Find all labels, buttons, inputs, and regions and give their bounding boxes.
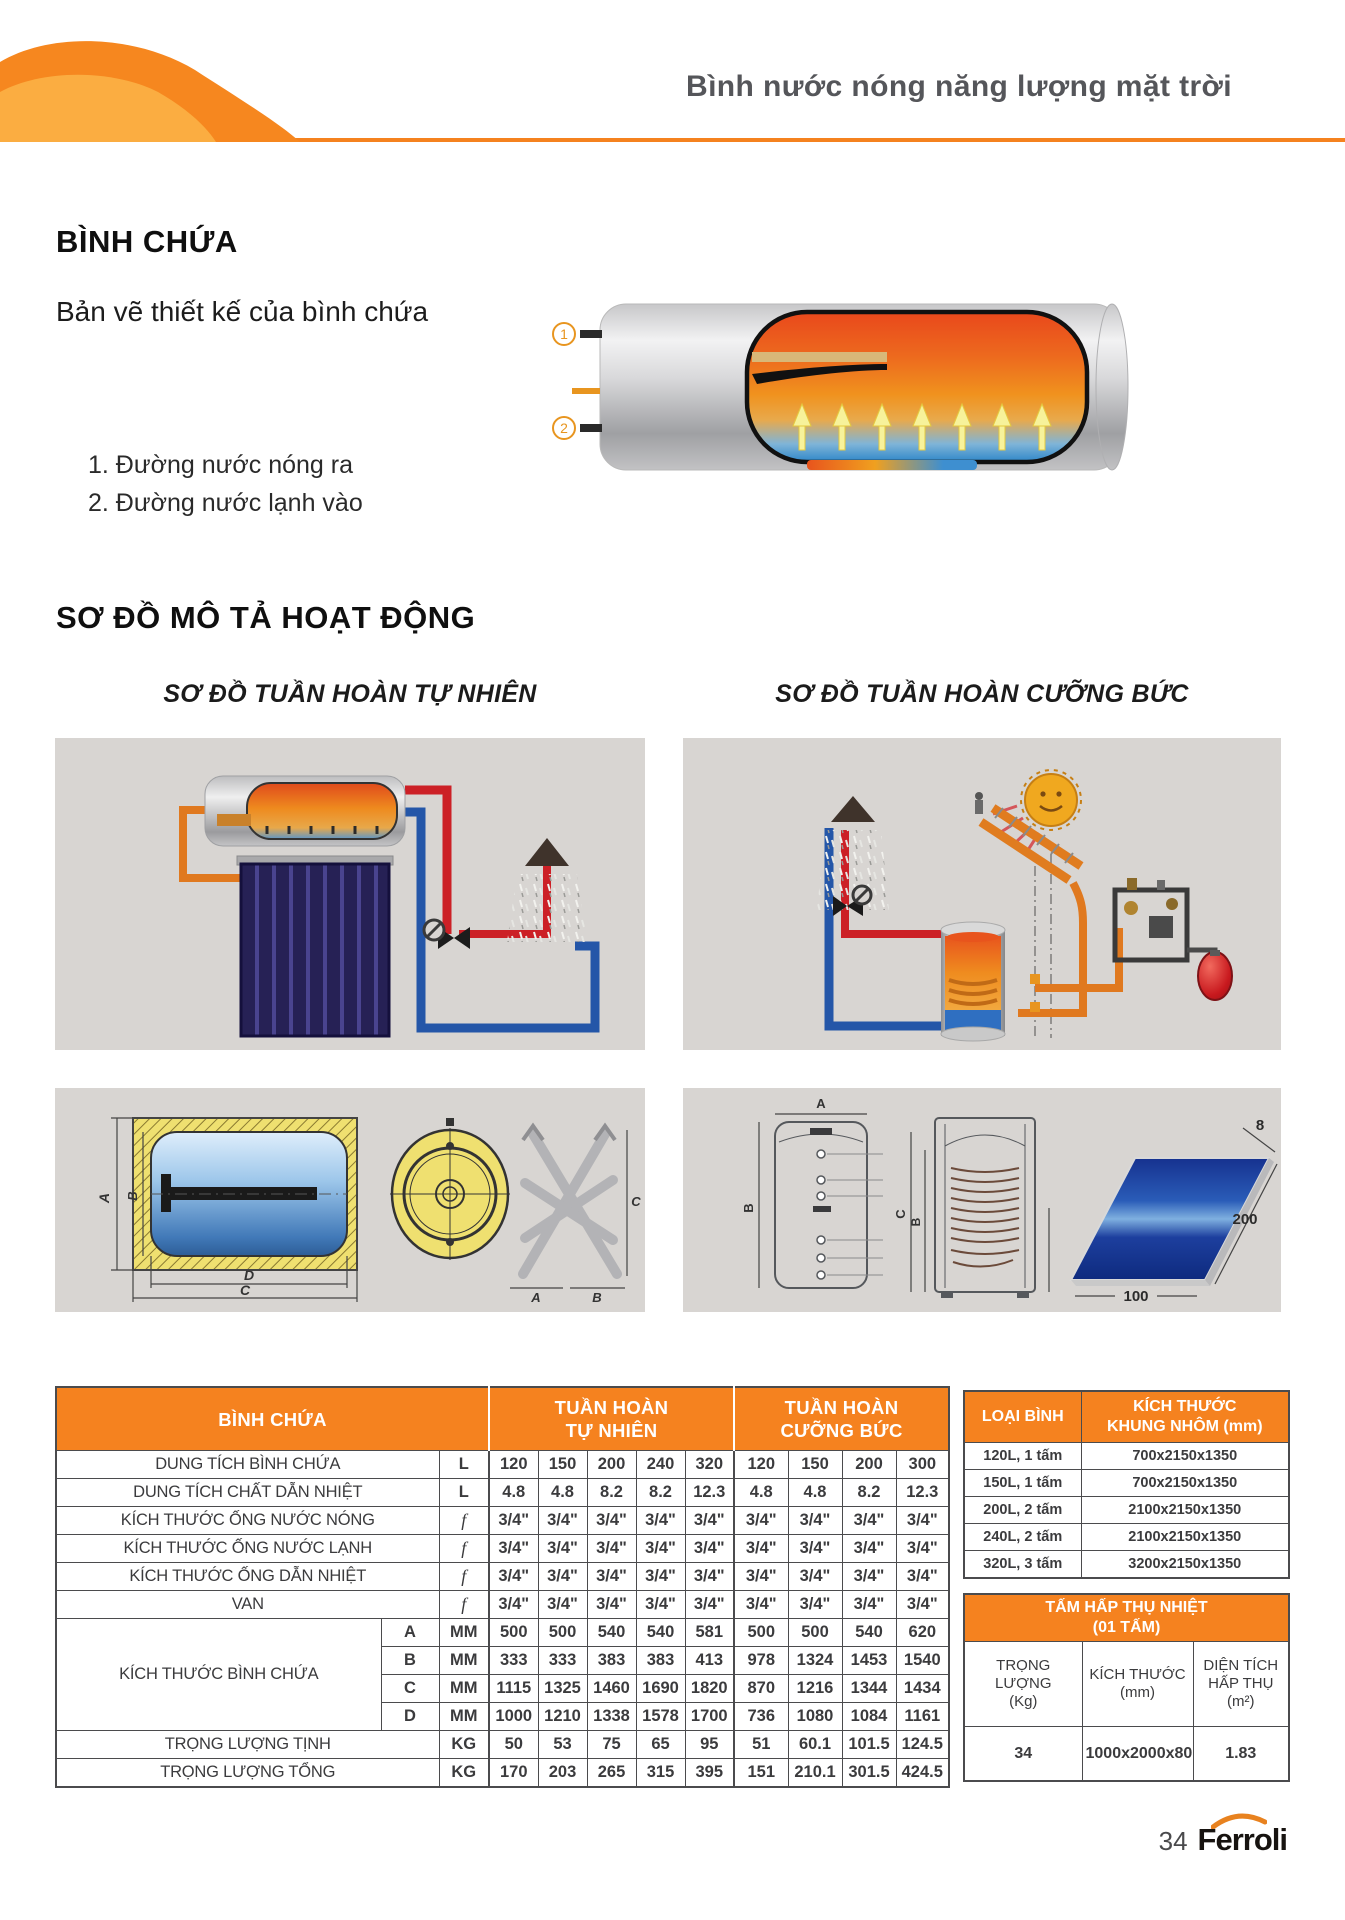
ferroli-swoosh-icon <box>1211 1813 1267 1829</box>
page-number: 34 <box>1158 1826 1188 1856</box>
frame-size-table <box>963 1390 1290 1579</box>
vertical-tank-collector-drawing <box>683 1088 1281 1312</box>
absorber-col-weight: TRỌNG LƯỢNG (Kg) <box>964 1642 1082 1727</box>
tank-cross-section <box>133 1118 357 1270</box>
panel-dim-length: 200 <box>1232 1211 1258 1228</box>
frame-dim-c: C <box>631 1194 641 1209</box>
table-row: DUNG TÍCH CHẤT DẪN NHIỆT L 4.8 4.8 8.2 8.2 12.3 4.8 4.8 8.2 12.3 <box>56 1479 949 1507</box>
tank-legend-list <box>88 446 363 522</box>
spec-header-row <box>56 1387 949 1451</box>
table-row: 240L, 2 tấm 2100x2150x1350 <box>964 1524 1289 1551</box>
mtank-dim-c: C <box>893 1209 908 1219</box>
callout-2: 2 <box>560 420 568 436</box>
absorber-col-area: DIỆN TÍCH HẤP THỤ (m²) <box>1193 1642 1289 1727</box>
natural-circulation-diagram <box>55 738 645 1050</box>
spec-table <box>55 1386 950 1788</box>
dim-group-label: KÍCH THƯỚC BÌNH CHỨA <box>56 1619 381 1731</box>
frame-header-size: KÍCH THƯỚC KHUNG NHÔM (mm) <box>1081 1391 1289 1443</box>
shower-head <box>525 838 569 866</box>
legend-item-cold-in: 2. Đường nước lạnh vào <box>88 489 363 517</box>
panel-dim-width: 100 <box>1123 1288 1149 1305</box>
panel-dim-thickness: 8 <box>1255 1117 1265 1134</box>
header-dome-graphic <box>0 28 330 142</box>
diagram-section-title: SƠ ĐỒ MÔ TẢ HOẠT ĐỘNG <box>56 600 476 635</box>
absorber-title: TẤM HẤP THỤ NHIỆT (01 TẤM) <box>964 1594 1289 1642</box>
tank-section-subtitle: Bản vẽ thiết kế của bình chứa <box>56 296 429 327</box>
absorber-subheader-row <box>964 1642 1289 1727</box>
dim-c-label: C <box>239 1282 251 1298</box>
table-row: 150L, 1 tấm 700x2150x1350 <box>964 1470 1289 1497</box>
table-row: C MM 1115 1325 1460 1690 1820 870 1216 1344 1434 <box>56 1675 949 1703</box>
table-row: KÍCH THƯỚC ỐNG DẪN NHIỆT f 3/4" 3/4" 3/4" 3/4" 3/4" 3/4" 3/4" 3/4" 3/4" <box>56 1563 949 1591</box>
caption-natural-circulation: SƠ ĐỒ TUẦN HOÀN TỰ NHIÊN <box>163 680 537 708</box>
dim-b-label: B <box>125 1191 140 1201</box>
absorber-table-title <box>964 1594 1289 1642</box>
caption-forced-circulation: SƠ ĐỒ TUẦN HOÀN CƯỠNG BỨC <box>775 680 1189 708</box>
vtank-dim-a: A <box>816 1096 826 1111</box>
storage-tank <box>205 776 405 846</box>
table-row: TRỌNG LƯỢNG TỊNH KG 50 53 75 65 95 51 60.1 101.5 124.5 <box>56 1731 949 1759</box>
spec-header-tank: BÌNH CHỨA <box>56 1387 489 1451</box>
support-frame <box>523 1134 617 1274</box>
table-row: TRỌNG LƯỢNG TỔNG KG 170 203 265 315 395 151 210.1 301.5 424.5 <box>56 1759 949 1788</box>
spec-header-forced: TUẦN HOÀN CƯỠNG BỨC <box>734 1387 949 1451</box>
forced-circulation-diagram <box>683 738 1281 1050</box>
legend-item-hot-out: 1. Đường nước nóng ra <box>88 451 354 479</box>
expansion-vessel <box>1198 950 1232 1000</box>
vertical-tank-section <box>935 1118 1035 1298</box>
dim-d-label: D <box>243 1267 255 1283</box>
tank-end-view <box>390 1118 510 1260</box>
absorber-col-size: KÍCH THƯỚC (mm) <box>1082 1642 1193 1727</box>
table-row: KÍCH THƯỚC ỐNG NƯỚC NÓNG f 3/4" 3/4" 3/4" 3/4" 3/4" 3/4" 3/4" 3/4" 3/4" <box>56 1507 949 1535</box>
solar-collector <box>241 864 389 1036</box>
table-row: 120L, 1 tấm 700x2150x1350 <box>964 1443 1289 1470</box>
table-row: D MM 1000 1210 1338 1578 1700 736 1080 1084 1161 <box>56 1703 949 1731</box>
pipe-solar-return <box>1035 928 1119 988</box>
ferroli-logo: Ferroli <box>1198 1822 1287 1858</box>
pump-station <box>1115 878 1187 960</box>
spec-header-natural: TUẦN HOÀN TỰ NHIÊN <box>489 1387 734 1451</box>
frame-table-header <box>964 1391 1289 1443</box>
page-title: Bình nước nóng năng lượng mặt trời <box>686 70 1232 103</box>
table-row: VAN f 3/4" 3/4" 3/4" 3/4" 3/4" 3/4" 3/4" 3/4" 3/4" <box>56 1591 949 1619</box>
vertical-tank-front <box>775 1122 883 1288</box>
frame-dim-b: B <box>592 1290 602 1305</box>
tank-section-title: BÌNH CHỨA <box>56 224 238 259</box>
frame-dim-a: A <box>531 1290 541 1305</box>
table-row: 34 1000x2000x80 1.83 <box>964 1727 1289 1782</box>
table-row: KÍCH THƯỚC BÌNH CHỨA A MM 500 500 540 540 581 500 500 540 620 <box>56 1619 949 1647</box>
table-row: 320L, 3 tấm 3200x2150x1350 <box>964 1551 1289 1579</box>
footer <box>1159 1822 1287 1858</box>
table-row: KÍCH THƯỚC ỐNG NƯỚC LẠNH f 3/4" 3/4" 3/4" 3/4" 3/4" 3/4" 3/4" 3/4" 3/4" <box>56 1535 949 1563</box>
tank-cutaway-drawing <box>552 292 1152 482</box>
table-row: 200L, 2 tấm 2100x2150x1350 <box>964 1497 1289 1524</box>
callout-1: 1 <box>560 326 568 342</box>
frame-header-type: LOẠI BÌNH <box>964 1391 1081 1443</box>
mtank-dim-b: B <box>909 1217 923 1227</box>
dim-a-label: A <box>96 1192 112 1204</box>
table-row: DUNG TÍCH BÌNH CHỨA L 120 150 200 240 320 120 150 200 300 <box>56 1451 949 1479</box>
absorber-table <box>963 1593 1290 1782</box>
table-row: B MM 333 333 383 383 413 978 1324 1453 1540 <box>56 1647 949 1675</box>
tank-technical-drawing <box>55 1088 645 1312</box>
buffer-tank <box>941 922 1005 1041</box>
shower-spray <box>507 874 587 942</box>
vtank-dim-b: B <box>741 1203 756 1213</box>
